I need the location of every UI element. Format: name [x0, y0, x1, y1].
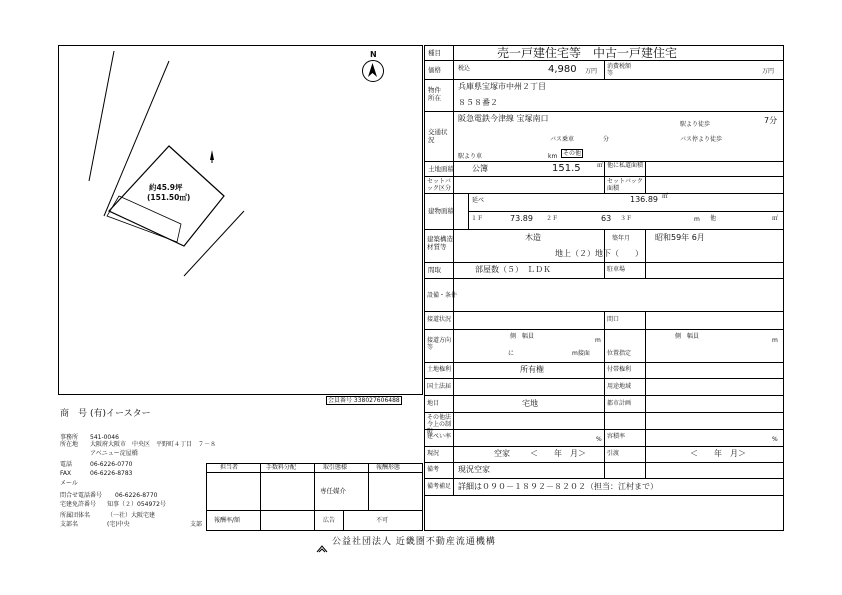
tax-label: 消費税額等	[607, 63, 632, 77]
setback-label: セットバック区分	[427, 178, 452, 192]
total-area-label: 延べ	[472, 197, 485, 204]
tel-value: 06-6226-0770	[90, 461, 133, 468]
other-floor-unit: ㎡	[772, 215, 779, 222]
org-name: 公益社団法人 近畿圏不動産流通機構	[332, 537, 496, 547]
land-area-type: 公簿	[472, 164, 488, 173]
bus-minutes-label: 分	[603, 136, 610, 143]
company-label: 商 号	[60, 409, 88, 419]
license-value: 知事（２）054972号	[107, 501, 166, 508]
layout-value: 部屋数（５） ＬＤＫ	[475, 265, 551, 274]
status-label: 現況	[427, 450, 440, 457]
parcel-area: 約45.9坪	[149, 183, 183, 192]
note-label: 備考補足	[427, 483, 452, 490]
assoc-label: 所属団体名	[60, 512, 91, 519]
type-label: 種目	[428, 49, 441, 57]
postal-code: 541-0046	[90, 434, 119, 441]
price-label: 価格	[428, 66, 441, 74]
setback-area-label: セットバック面積	[607, 178, 643, 192]
road-direction-label: 接道方向等	[427, 337, 452, 351]
road-side-1: 側 幅員	[510, 333, 535, 340]
f2-value: 63	[601, 214, 612, 223]
coverage-unit: %	[596, 436, 602, 443]
layout-label: 間取	[428, 266, 441, 274]
price-unit: 万円	[585, 68, 598, 75]
far-unit: %	[772, 436, 778, 443]
other-floor-label: 他	[710, 215, 717, 222]
address-line1: 大阪府大阪市 中央区 平野町４丁目 ７－８	[90, 441, 217, 448]
fax-label: FAX	[60, 470, 72, 477]
city-plan-label: 国土法届	[427, 383, 452, 390]
remarks-value: 現況空家	[458, 465, 490, 474]
frontage-label: 間口	[607, 316, 620, 323]
status-date: ＜ 年 月＞	[530, 449, 586, 458]
address-label: 所在地	[60, 441, 79, 448]
address-line2: アベニュー淀屋橋	[90, 450, 138, 457]
handover-date: ＜ 年 月＞	[690, 449, 746, 458]
status-value: 空家	[494, 449, 510, 458]
total-area-value: 136.89	[630, 195, 658, 204]
from-station-label: 駅より車	[458, 153, 483, 160]
branch-label: 支部名	[60, 521, 79, 528]
chimoku-value: 宅地	[522, 399, 538, 408]
north-arrow-icon	[362, 60, 384, 82]
parking-label: 駐車場	[607, 266, 626, 273]
land-right-label: 土地権利	[427, 366, 452, 373]
fax-value: 06-6226-8783	[90, 470, 133, 477]
handover-label: 引渡	[607, 450, 620, 457]
urban-plan-label: 都市計画	[607, 400, 632, 407]
bus-stop-label: バス停より徒歩	[680, 136, 723, 143]
site-map	[59, 46, 424, 396]
org-logo-icon	[316, 538, 328, 546]
location-label: 物件所在	[428, 86, 441, 102]
zone-label: 用途地域	[607, 383, 632, 390]
parcel-area-sqm: (151.50㎡)	[147, 193, 191, 202]
private-road-label: 他に私道面積	[607, 162, 644, 169]
f3-label: ３Ｆ	[620, 215, 633, 222]
other-transport-label: その他	[563, 150, 582, 157]
branch-value: (宅)中央	[107, 521, 130, 528]
land-area-label: 土地面積	[428, 165, 454, 173]
ad-label: 広告	[323, 517, 336, 524]
built-label: 築年月	[612, 235, 631, 242]
land-area-value: 151.5	[552, 163, 581, 174]
built-value: 昭和59年 6月	[655, 233, 705, 242]
f1-label: １Ｆ	[471, 215, 484, 222]
note-value: 詳細は０９０－１８９２－８２０２（担当：江村まで）	[458, 482, 658, 491]
bus-ride-label: バス乗車	[550, 136, 575, 143]
far-label: 容積率	[607, 433, 626, 440]
road-contact: m接面	[572, 350, 590, 357]
structure-label: 建築構造材質等	[427, 235, 453, 251]
road-side-1-unit: m	[595, 337, 601, 344]
company-name: (有)イースター	[90, 409, 151, 419]
remarks-label: 備考	[427, 466, 440, 473]
walk-minutes: 7分	[764, 116, 778, 125]
f1-value: 73.89	[510, 214, 533, 223]
office-label: 事務所	[60, 434, 79, 441]
tax-unit: 万円	[762, 68, 775, 75]
price-prefix: 税込	[458, 65, 471, 72]
other-legal-label: その他法令上の制限	[427, 414, 452, 435]
lease-label: 付帯権利	[607, 366, 632, 373]
station-line: 阪急電鉄今津線 宝塚南口	[458, 114, 549, 123]
contact-label: 問合せ電話番号	[60, 492, 103, 499]
staff-header: 担当者	[220, 464, 239, 471]
f2-label: ２Ｆ	[546, 215, 559, 222]
fee-label: 報酬率/額	[214, 517, 241, 524]
assoc-value: （一社）大阪宅建	[107, 512, 156, 519]
km-label: km	[548, 153, 558, 160]
property-type: 売一戸建住宅等 中古一戸建住宅	[497, 46, 678, 60]
land-area-unit: ㎡	[597, 162, 604, 169]
transaction-value: 専任媒介	[320, 487, 346, 495]
road-side-2: 側 幅員	[675, 333, 700, 340]
price-value: 4,980	[548, 64, 577, 75]
building-area-label: 建物面積	[428, 207, 454, 215]
road-ni: に	[508, 350, 515, 357]
coverage-label: 建ぺい率	[427, 433, 452, 440]
license-label: 宅建免許番号	[60, 501, 97, 508]
equipment-label: 設備・条件	[427, 292, 458, 299]
map-panel	[58, 45, 423, 395]
ad-value: 不可	[376, 517, 389, 524]
tel-label: 電話	[60, 461, 73, 468]
mail-label: メール	[60, 480, 78, 487]
location-line2: ８５８番２	[458, 98, 498, 107]
walk-label: 駅より徒歩	[680, 121, 711, 128]
north-label: N	[370, 50, 377, 59]
road-status-label: 接道状況	[427, 316, 452, 323]
total-area-unit: ㎡	[662, 193, 669, 200]
floors-value: 地上（２）地下（ ）	[555, 249, 643, 258]
branch-suffix: 支部	[190, 521, 203, 528]
payment-header: 報酬形態	[376, 464, 401, 471]
traffic-label: 交通状況	[428, 128, 448, 144]
designation-label: 位置指定	[607, 350, 632, 357]
transaction-header: 取引態様	[323, 464, 348, 471]
contact-value: 06-6226-8770	[115, 492, 158, 499]
land-right-value: 所有権	[520, 365, 544, 374]
location-line1: 兵庫県宝塚市中州２丁目	[458, 82, 546, 91]
member-number: 会員番号 338027606488	[328, 397, 400, 404]
f3-unit: m	[694, 216, 700, 223]
condition-header: 手数料分配	[266, 464, 297, 471]
structure-value: 木造	[525, 233, 541, 242]
road-side-2-unit: m	[772, 337, 778, 344]
chimoku-label: 地目	[427, 400, 440, 407]
